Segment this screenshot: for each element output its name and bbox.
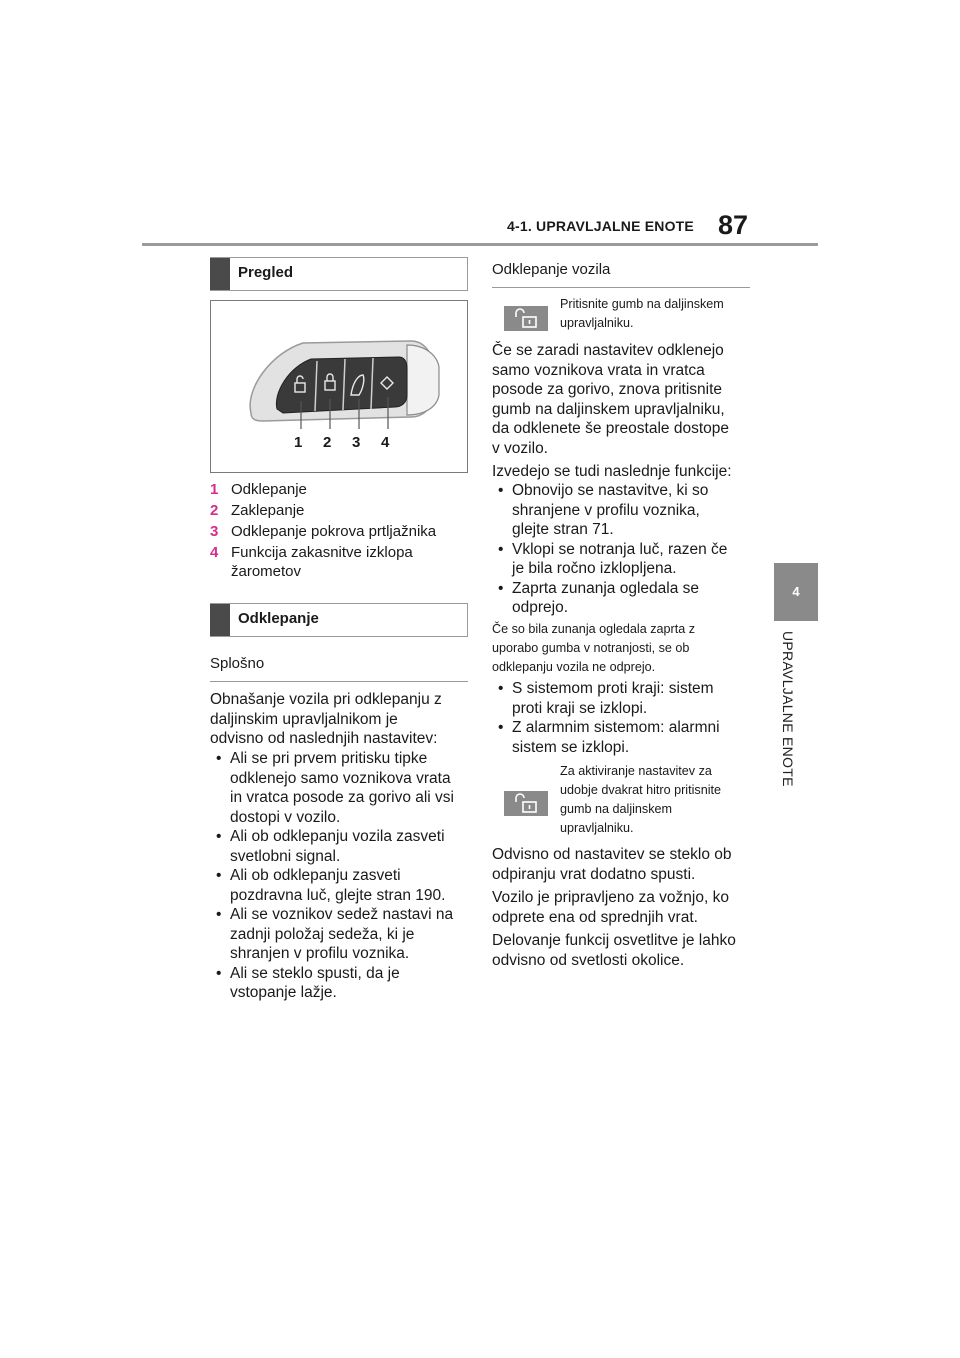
- list-item: • Ali se voznikov sedež nastavi na zadnji položaj sedeža, ki je shranjen v profilu voznika.: [210, 905, 472, 964]
- chapter-tab: [774, 563, 818, 621]
- paragraph-functions-intro: Izvedejo se tudi naslednje funkcije:: [492, 463, 732, 480]
- legend-item: [210, 480, 470, 499]
- icon-caption: Pritisnite gumb na daljinskem upravljalniku.: [560, 297, 724, 330]
- list-item: • Ali se pri prvem pritisku tipke odklenejo samo voznikova vrata in vratca posode za gorivo ali vsi dostopi v vozilo.: [210, 749, 472, 827]
- figure-callout-1: 1: [294, 434, 303, 451]
- legend-item: [210, 501, 470, 520]
- section-heading-unlock: [210, 603, 468, 637]
- legend-text: Odklepanje pokrova prtljažnika: [231, 523, 437, 540]
- intro-paragraph: Obnašanje vozila pri odklepanju z daljinskim upravljalnikom je odvisno od naslednjih nastavitev:: [210, 691, 442, 747]
- list-item: • Z alarmnim sistemom: alarmni sistem se izklopi.: [492, 718, 760, 757]
- list-item: • Zaprta zunanja ogledala se odprejo.: [492, 579, 760, 618]
- subheading-general: Splošno: [210, 655, 468, 682]
- unlock-icon: [504, 791, 548, 816]
- unlock-icon-glyph: [504, 306, 548, 331]
- icon-caption: Za aktiviranje nastavitev za udobje dvakrat hitro pritisnite gumb na daljinskem upravljalniku.: [560, 764, 722, 835]
- legend-item-continued: [210, 562, 470, 581]
- figure-callout-2: 2: [323, 434, 332, 451]
- heading-bar: [210, 258, 230, 290]
- legend-number: 3: [210, 523, 219, 540]
- list-item: • Vklopi se notranja luč, razen če je bila ročno izklopljena.: [492, 540, 760, 579]
- legend-text: Zaklepanje: [231, 502, 305, 519]
- list-item: • Ali ob odklepanju zasveti pozdravna luč, glejte stran 190.: [210, 866, 472, 905]
- figure-callout-4: 4: [381, 434, 390, 451]
- chapter-label: UPRAVLJALNE ENOTE: [780, 631, 796, 787]
- key-fob-illustration: [211, 301, 467, 472]
- list-item: • S sistemom proti kraji: sistem proti kraji se izklopi.: [492, 679, 760, 718]
- legend-item: [210, 522, 470, 541]
- legend-number: 4: [210, 544, 219, 561]
- settings-bullet-list: [210, 749, 472, 1003]
- heading-bar: [210, 604, 230, 636]
- unlock-icon-glyph: [504, 791, 548, 816]
- list-item: • Ali ob odklepanju vozila zasveti svetlobni signal.: [210, 827, 472, 866]
- running-header: 4-1. UPRAVLJALNE ENOTE: [507, 218, 694, 234]
- alarm-bullet-list: [492, 679, 760, 757]
- heading-text: Pregled: [238, 264, 294, 281]
- section-heading-overview: [210, 257, 468, 291]
- paragraph-window: Odvisno od nastavitev se steklo ob odpiranju vrat dodatno spusti.: [492, 846, 732, 883]
- figure-callout-3: 3: [352, 434, 361, 451]
- paragraph-ready: Vozilo je pripravljeno za vožnjo, ko odprete ena od sprednjih vrat.: [492, 889, 729, 926]
- legend-text: Odklepanje: [231, 481, 307, 498]
- header-rule: [142, 243, 818, 246]
- key-fob-figure: [210, 300, 468, 473]
- legend-item: [210, 543, 470, 562]
- list-item: • Obnovijo se nastavitve, ki so shranjene v profilu voznika, glejte stran 71.: [492, 481, 760, 540]
- paragraph-lighting: Delovanje funkcij osvetlitve je lahko odvisno od svetlosti okolice.: [492, 932, 736, 969]
- chapter-number: 4: [792, 584, 800, 599]
- legend-number: 1: [210, 481, 219, 498]
- legend-text: Funkcija zakasnitve izklopa: [231, 544, 413, 561]
- legend-text: žarometov: [231, 563, 302, 580]
- mirror-note: Če so bila zunanja ogledala zaprta z uporabo gumba v notranjosti, se ob odklepanju vozila ne odprejo.: [492, 622, 696, 674]
- functions-bullet-list: [492, 481, 760, 618]
- unlock-icon: [504, 306, 548, 331]
- subheading-vehicle-unlock: Odklepanje vozila: [492, 261, 750, 288]
- page-number: 87: [718, 210, 749, 240]
- paragraph-repeat-press: Če se zaradi nastavitev odklenejo samo voznikova vrata in vratca posode za gorivo, znova pritisnite gumb na daljinskem upravljalniku, da odklenete še preostale dostope v vozilo.: [492, 342, 729, 457]
- heading-text: Odklepanje: [238, 610, 319, 627]
- list-item: • Ali se steklo spusti, da je vstopanje lažje.: [210, 964, 472, 1003]
- legend-number: 2: [210, 502, 219, 519]
